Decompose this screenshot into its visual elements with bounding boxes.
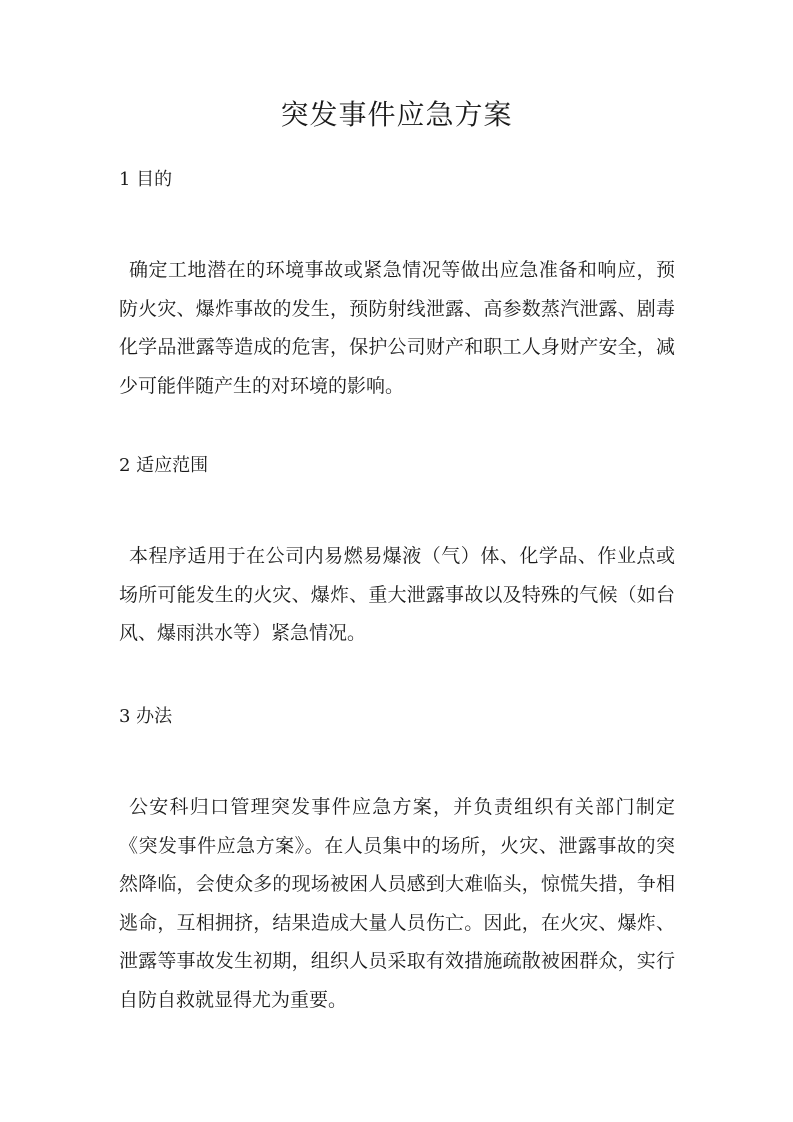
page-title: 突发事件应急方案 — [280, 98, 513, 131]
section-body-purpose: 确定工地潜在的环境事故或紧急情况等做出应急准备和响应，预防火灾、爆炸事故的发生，预防射线泄露、高参数蒸汽泄露、剧毒化学品泄露等造成的危害，保护公司财产和职工人身财产安全，减少可能伴随产生的对环境的影响。 — [119, 259, 675, 397]
section-body-method: 公安科归口管理突发事件应急方案，并负责组织有关部门制定《突发事件应急方案》。在人员集中的场所，火灾、泄露事故的突然降临，会使众多的现场被困人员感到大难临头，惊慌失措，争相逃命，互相拥挤，结果造成大量人员伤亡。因此，在火灾、爆炸、泄露等事故发生初期，组织人员采取有效措施疏散被困群众，实行自防自救就显得尤为重要。 — [119, 796, 675, 1011]
section-heading-scope: 2 适应范围 — [119, 455, 209, 476]
section-body-scope: 本程序适用于在公司内易燃易爆液（气）体、化学品、作业点或场所可能发生的火灾、爆炸、重大泄露事故以及特殊的气候（如台风、爆雨洪水等）紧急情况。 — [119, 545, 675, 644]
section-heading-method: 3 办法 — [119, 706, 173, 727]
section-heading-purpose: 1 目的 — [119, 169, 173, 190]
